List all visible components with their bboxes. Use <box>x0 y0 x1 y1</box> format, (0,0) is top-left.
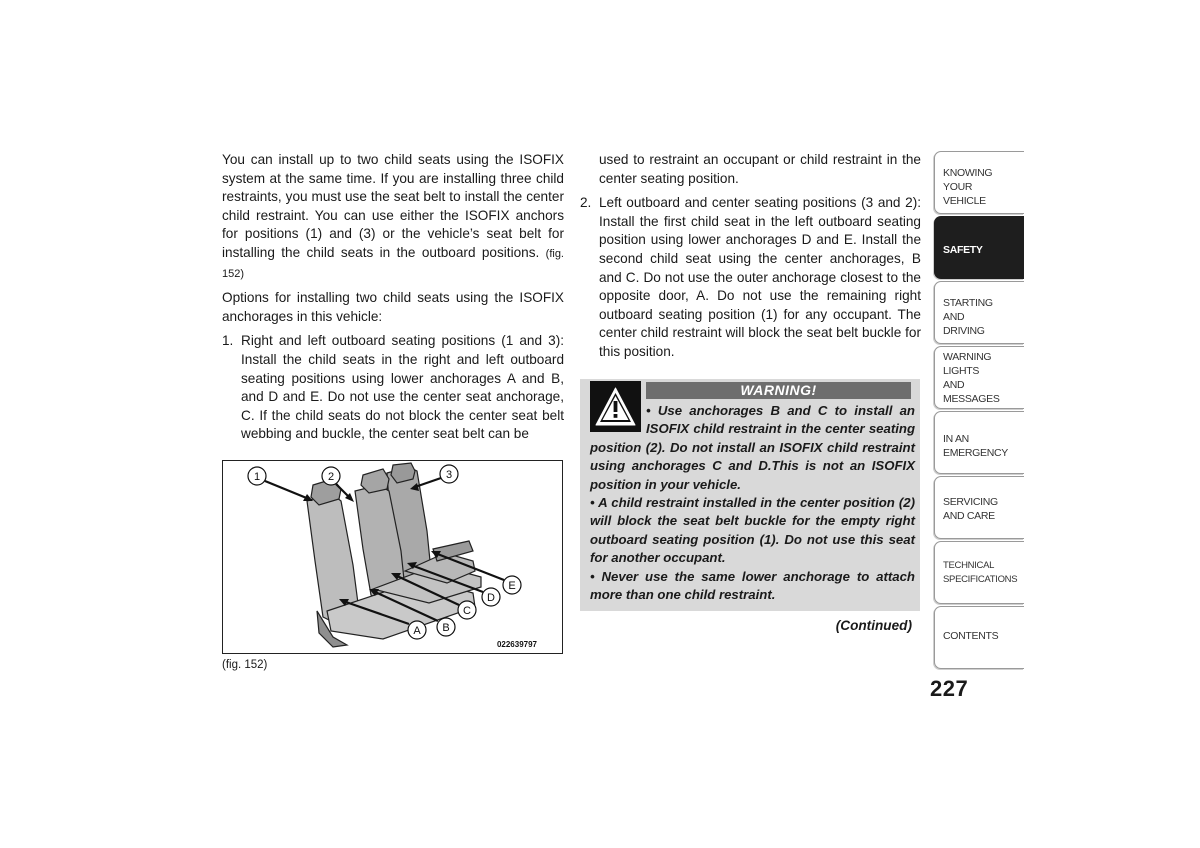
tab-servicing-and-care[interactable] <box>934 476 1024 539</box>
intro-paragraph: You can install up to two child seats using the ISOFIX system at the same time. If you are installing three child restraints, you must use the seat belt to install the center child restraint. You can use either the ISOFIX anchors for positions (1) and (3) or the vehicle’s seat belt for installing the child seats in the outboard positions. (fig. 152) <box>222 152 564 280</box>
tab-label: SERVICING AND CARE <box>943 496 998 522</box>
callout-label: 2 <box>327 471 335 483</box>
callout-label: C <box>463 605 471 617</box>
tab-label: CONTENTS <box>943 630 999 642</box>
left-column <box>222 151 564 444</box>
figure-reference: (fig. 152) <box>222 247 564 280</box>
tab-safety[interactable] <box>934 216 1024 279</box>
continued-label: (Continued) <box>835 618 912 633</box>
tab-label: IN AN EMERGENCY <box>943 433 1008 459</box>
list-text: Left outboard and center seating positions (3 and 2): Install the first child seat in the left outboard seating position using lower anchorages D and E. Install the second child seat using the center anchorages, B and C. Do not use the outer anchorage closest to the opposite door, A. Do not use the remaining right outboard seating position (1) for any occupant. The center child restraint will block the seat belt buckle for this position. <box>599 195 921 359</box>
figure-code: 022639797 <box>496 640 537 649</box>
tab-technical-specifications[interactable] <box>934 541 1024 604</box>
tab-label: KNOWING YOUR VEHICLE <box>943 167 993 207</box>
figure-caption: (fig. 152) <box>222 659 268 671</box>
tab-in-an-emergency[interactable] <box>934 411 1024 474</box>
warning-box <box>580 379 920 611</box>
list-item-1 <box>222 332 564 444</box>
list-item-2 <box>580 194 921 361</box>
middle-column <box>580 151 921 362</box>
list-item-1-continuation: used to restraint an occupant or child restraint in the center seating position. <box>599 152 921 186</box>
list-text: Right and left outboard seating positions (1 and 3): Install the child seats in the right and left outboard seating positions using lower anchorages A and B, and D and E. Do not use the center seat anchorage, C. If the child seats do not block the center seat belt webbing and buckle, the center seat belt can be <box>241 333 564 442</box>
callout-label: D <box>487 592 495 604</box>
options-paragraph: Options for installing two child seats using the ISOFIX anchorages in this vehicle: <box>222 290 564 324</box>
tab-label: TECHNICAL SPECIFICATIONS <box>943 560 1018 585</box>
warning-bullet: • Use anchorages B and C to install an ISOFIX child restraint in the center seating position (2). Do not install an ISOFIX child restraint using anchorages C and D.This is not an ISOFIX position in your vehicle. <box>590 403 915 492</box>
warning-bullet: • Never use the same lower anchorage to attach more than one child restraint. <box>590 568 915 603</box>
callout-label: E <box>508 580 516 592</box>
list-number: 1. <box>222 333 234 349</box>
tab-starting-and-driving[interactable] <box>934 281 1024 344</box>
page-number: 227 <box>930 676 969 701</box>
tab-label: WARNING LIGHTS AND MESSAGES <box>943 351 1000 405</box>
warning-title: WARNING! <box>646 382 911 399</box>
callout-label: A <box>413 625 421 637</box>
child-seat-anchorage-figure <box>222 460 563 654</box>
tab-warning-lights-and-messages[interactable] <box>934 346 1024 409</box>
tab-contents[interactable] <box>934 606 1024 669</box>
list-number: 2. <box>580 195 592 211</box>
callout-label: B <box>442 622 450 634</box>
callout-label: 1 <box>253 471 261 483</box>
tab-knowing-your-vehicle[interactable] <box>934 151 1024 214</box>
callout-label: 3 <box>445 469 453 481</box>
tab-label: SAFETY <box>943 244 983 256</box>
tab-label: STARTING AND DRIVING <box>943 297 993 337</box>
seat-illustration <box>223 461 562 653</box>
warning-text <box>590 402 915 604</box>
warning-bullet: • A child restraint installed in the center position (2) will block the seat belt buckle for the empty right outboard seating position (1). Do not use this seat for another occupant. <box>590 495 915 566</box>
